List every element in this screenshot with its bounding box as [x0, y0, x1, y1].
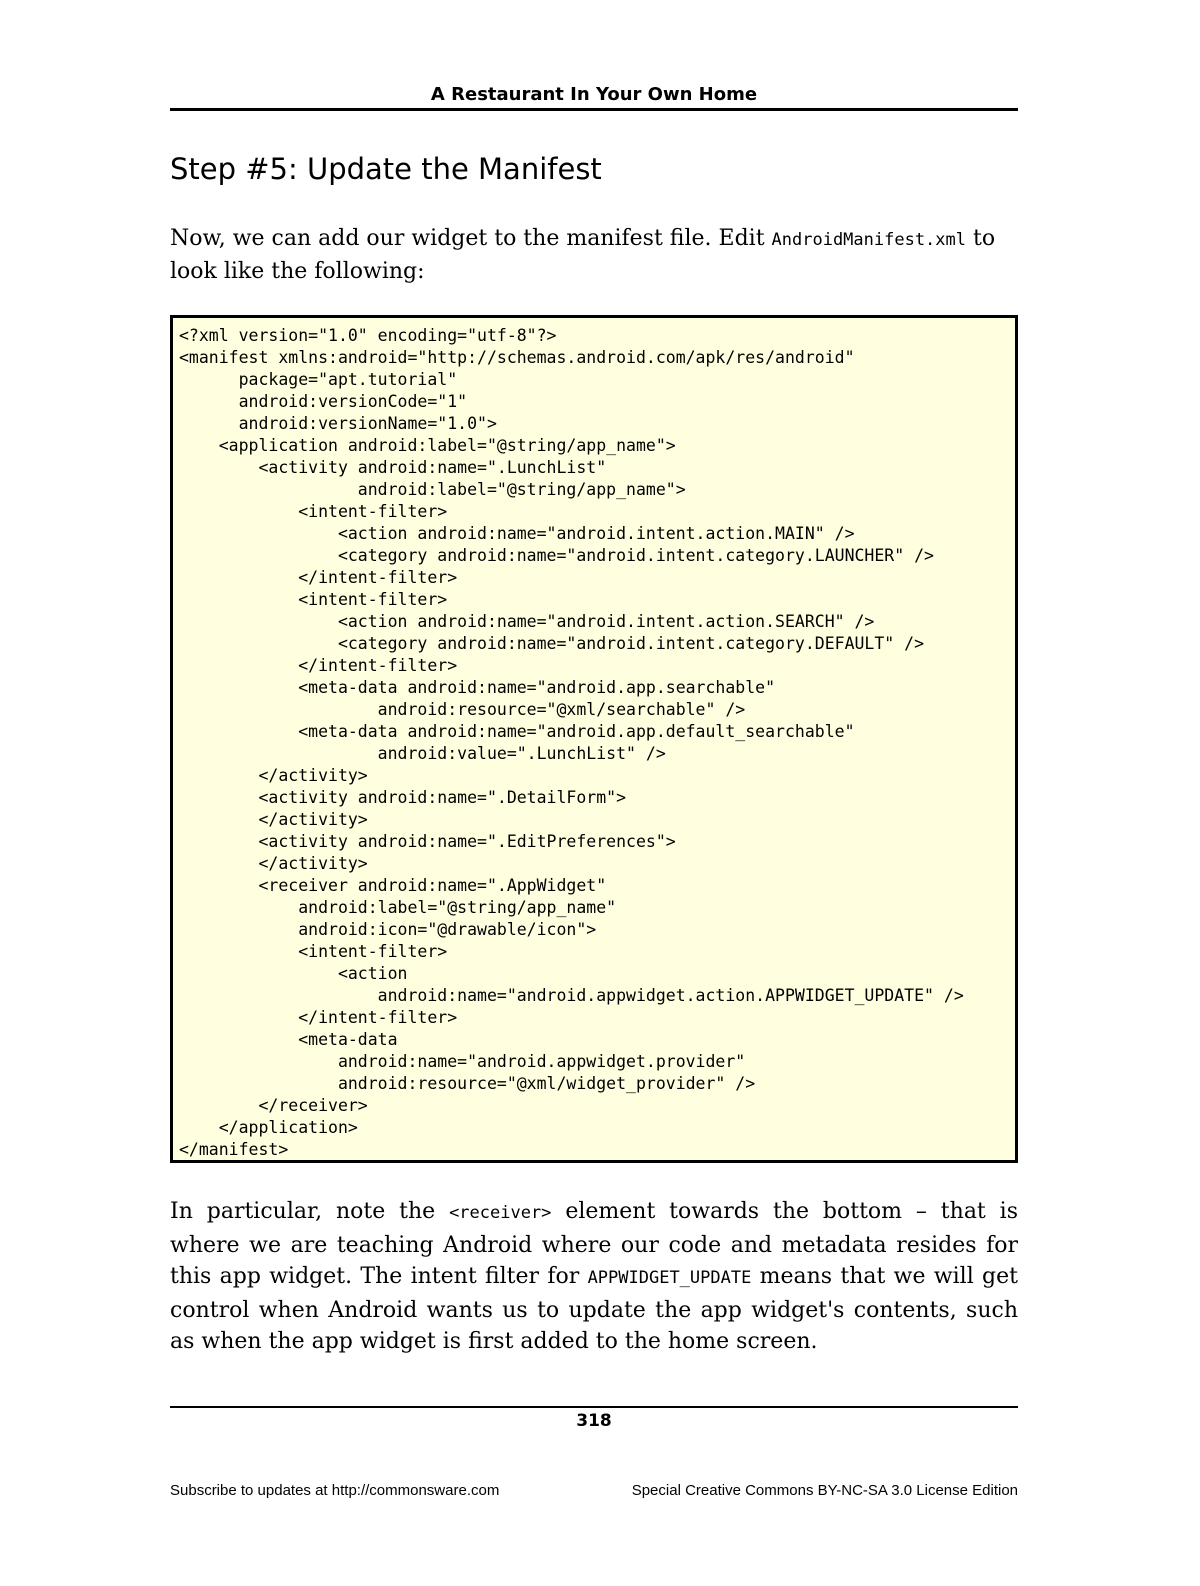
code-line: </application> [179, 1118, 358, 1137]
code-line: </activity> [179, 766, 368, 785]
code-line: android:value=".LunchList" /> [179, 744, 666, 763]
code-line: android:icon="@drawable/icon"> [179, 920, 597, 939]
page-number: 318 [576, 1411, 612, 1431]
code-line: <intent-filter> [179, 502, 448, 521]
code-line: <intent-filter> [179, 942, 448, 961]
explanation-part-1: In particular, note the [170, 1199, 450, 1224]
code-line: android:name="android.appwidget.provider" [179, 1052, 746, 1071]
inline-code-receiver: <receiver> [449, 1203, 552, 1223]
header-divider [170, 108, 1018, 111]
code-line: <category android:name="android.intent.category.DEFAULT" /> [179, 634, 925, 653]
code-lines [173, 318, 1015, 1161]
license-note: Special Creative Commons BY-NC-SA 3.0 License Edition [631, 1482, 1018, 1499]
code-line: <category android:name="android.intent.category.LAUNCHER" /> [179, 546, 934, 565]
code-line: </receiver> [179, 1096, 368, 1115]
code-line: </intent-filter> [179, 568, 458, 587]
code-line: android:label="@string/app_name"> [179, 480, 686, 499]
code-line: </activity> [179, 810, 368, 829]
code-line: <meta-data android:name="android.app.default_searchable" [179, 722, 855, 741]
code-line: android:versionCode="1" [179, 392, 468, 411]
code-line: <intent-filter> [179, 590, 448, 609]
intro-filename: AndroidManifest.xml [771, 230, 966, 250]
code-line: android:resource="@xml/searchable" /> [179, 700, 746, 719]
explanation-part-3: means that we will get control when Android wants us to update the app widget's contents, such as when the app widget is first added to the home screen. [170, 1264, 1018, 1354]
code-line: <action android:name="android.intent.action.SEARCH" /> [179, 612, 875, 631]
code-line: package="apt.tutorial" [179, 370, 458, 389]
code-line: </activity> [179, 854, 368, 873]
code-line: android:label="@string/app_name" [179, 898, 617, 917]
code-line: <meta-data android:name="android.app.searchable" [179, 678, 776, 697]
inline-code-appwidget-update: APPWIDGET_UPDATE [587, 1268, 752, 1288]
code-line: <receiver android:name=".AppWidget" [179, 876, 607, 895]
code-line: </intent-filter> [179, 1008, 458, 1027]
intro-text-after: to look like the following: [170, 226, 996, 284]
code-line: </intent-filter> [179, 656, 458, 675]
explanation-part-2: element towards the bottom – that is where we are teaching Android where our code and metadata resides for this app widget. The intent filter for [170, 1199, 1018, 1289]
section-heading: Step #5: Update the Manifest [170, 152, 602, 186]
intro-text-before: Now, we can add our widget to the manifest file. Edit [170, 226, 772, 251]
code-line: android:resource="@xml/widget_provider" /> [179, 1074, 756, 1093]
code-line: <activity android:name=".EditPreferences"> [179, 832, 676, 851]
code-line: <manifest xmlns:android="http://schemas.android.com/apk/res/android" [179, 348, 855, 367]
code-line: <?xml version="1.0" encoding="utf-8"?> [179, 326, 557, 345]
code-line: <application android:label="@string/app_name"> [179, 436, 676, 455]
code-line: <action android:name="android.intent.action.MAIN" /> [179, 524, 855, 543]
code-line: <action [179, 964, 408, 983]
explanation-paragraph [170, 1196, 1018, 1358]
code-line: </manifest> [179, 1140, 289, 1159]
code-line: <meta-data [179, 1030, 398, 1049]
code-line: android:name="android.appwidget.action.APPWIDGET_UPDATE" /> [179, 986, 964, 1005]
intro-paragraph [170, 223, 1018, 288]
code-line: <activity android:name=".LunchList" [179, 458, 607, 477]
code-listing [170, 315, 1018, 1163]
code-line: android:versionName="1.0"> [179, 414, 497, 433]
running-header: A Restaurant In Your Own Home [430, 84, 758, 105]
subscribe-note: Subscribe to updates at http://commonsware.com [170, 1482, 500, 1499]
code-line: <activity android:name=".DetailForm"> [179, 788, 627, 807]
